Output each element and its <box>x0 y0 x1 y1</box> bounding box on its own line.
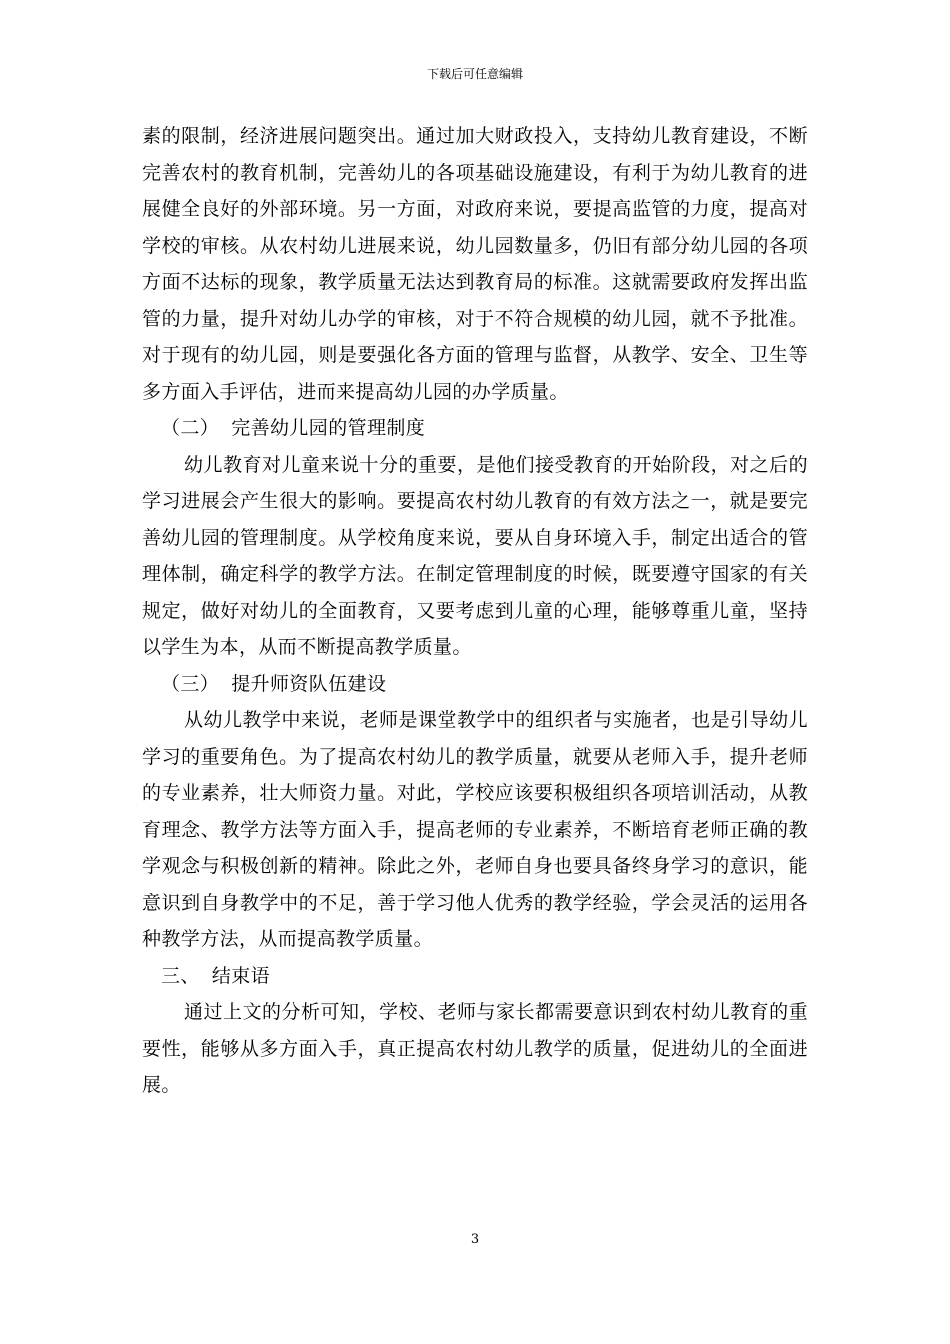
paragraph-continued: 素的限制，经济进展问题突出。通过加大财政投入，支持幼儿教育建设，不断完善农村的教育机制，完善幼儿的各项基础设施建设，有利于为幼儿教育的进展健全良好的外部环境。另一方面，对政府来说，要提高监管的力度，提高对学校的审核。从农村幼儿进展来说，幼儿园数量多，仍旧有部分幼儿园的各项方面不达标的现象，教学质量无法达到教育局的标准。这就需要政府发挥出监管的力量，提升对幼儿办学的审核，对于不符合规模的幼儿园，就不予批准。对于现有的幼儿园，则是要强化各方面的管理与监督，从教学、安全、卫生等多方面入手评估，进而来提高幼儿园的办学质量。 <box>142 125 808 403</box>
section-heading-3 <box>142 666 808 703</box>
section-title: 提升师资队伍建设 <box>231 672 387 695</box>
section-title: 完善幼儿园的管理制度 <box>231 417 426 439</box>
section-title: 结束语 <box>211 964 271 987</box>
document-body <box>142 118 808 1104</box>
section-number: （三） <box>161 672 220 695</box>
section-heading-2 <box>142 410 808 447</box>
paragraph-conclusion: 通过上文的分析可知，学校、老师与家长都需要意识到农村幼儿教育的重要性，能够从多方面入手，真正提高农村幼儿教学的质量，促进幼儿的全面进展。 <box>142 1001 808 1096</box>
section-number: （二） <box>161 417 220 439</box>
page-number: 3 <box>470 1232 480 1247</box>
section-heading-conclusion <box>142 958 808 995</box>
paragraph-teachers: 从幼儿教学中来说，老师是课堂教学中的组织者与实施者，也是引导幼儿学习的重要角色。为了提高农村幼儿的教学质量，就要从老师入手，提升老师的专业素养，壮大师资力量。对此，学校应该要积极组织各项培训活动，从教育理念、教学方法等方面入手，提高老师的专业素养，不断培育老师正确的教学观念与积极创新的精神。除此之外，老师自身也要具备终身学习的意识，能意识到自身教学中的不足，善于学习他人优秀的教学经验，学会灵活的运用各种教学方法，从而提高教学质量。 <box>142 709 808 950</box>
page-header: 下载后可任意编辑 <box>426 67 523 81</box>
paragraph-management: 幼儿教育对儿童来说十分的重要，是他们接受教育的开始阶段，对之后的学习进展会产生很大的影响。要提高农村幼儿教育的有效方法之一，就是要完善幼儿园的管理制度。从学校角度来说，要从自身环境入手，制定出适合的管理体制，确定科学的教学方法。在制定管理制度的时候，既要遵守国家的有关规定，做好对幼儿的全面教育，又要考虑到儿童的心理，能够尊重儿童，坚持以学生为本，从而不断提高教学质量。 <box>142 453 808 658</box>
section-number: 三、 <box>161 964 200 987</box>
